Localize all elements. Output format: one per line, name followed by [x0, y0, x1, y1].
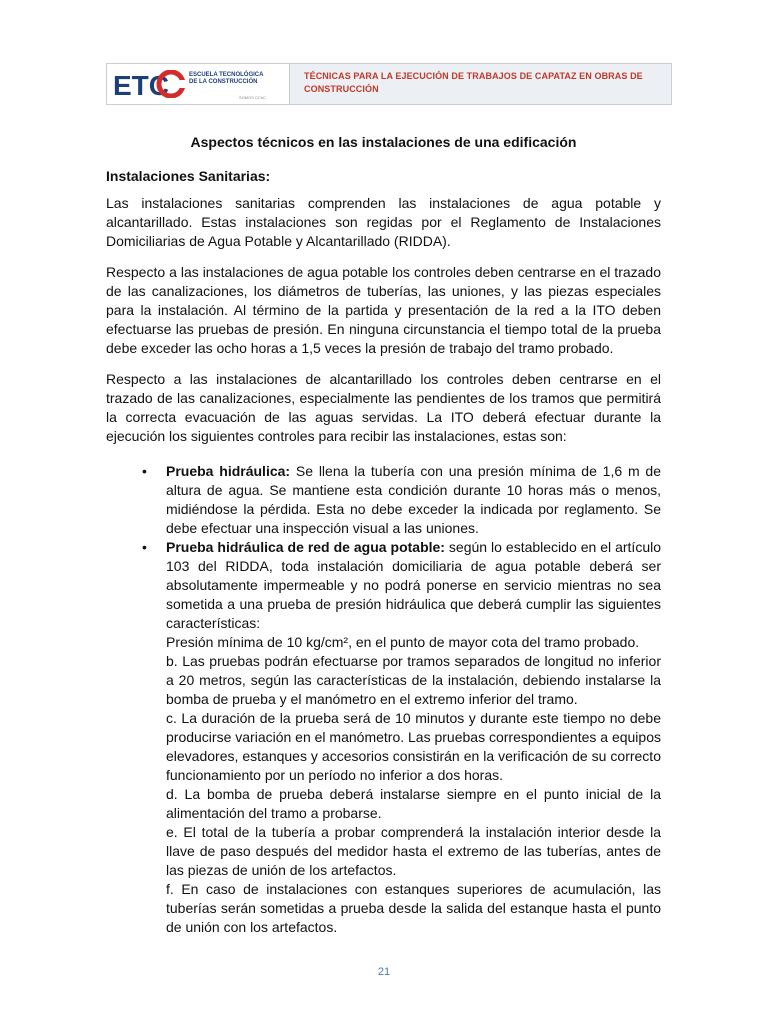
list-item-title: Prueba hidráulica: — [166, 463, 291, 479]
list-item-text: según lo establecido en el artículo 103 del RIDDA, toda instalación domiciliaria de agua potable deberá ser absolutamente impermeable y no podrá ponerse en servicio mientras no sea sometida a una prueba de presión hidráulica que deberá cumplir las siguientes características: — [166, 539, 661, 631]
logo-tagline: SOMOS CChC — [239, 95, 266, 100]
sub-item: e. El total de la tubería a probar comprenderá la instalación interior desde la llave de paso después del medidor hasta el extremo de las tuberías, antes de las piezas de unión de los artefactos. — [166, 824, 661, 878]
etc-logo — [107, 64, 290, 104]
controls-list — [106, 462, 661, 937]
bullet-icon: • — [142, 539, 147, 555]
page-header — [106, 63, 672, 105]
sub-item: Presión mínima de 10 kg/cm², en el punto de mayor cota del tramo probado. — [166, 634, 640, 650]
sub-item: f. En caso de instalaciones con estanques superiores de acumulación, las tuberías serán sometidas a prueba desde la salida del estanque hasta el punto de unión con los artefactos. — [166, 881, 661, 935]
logo-institution-name — [189, 72, 285, 86]
etc-logo-mark — [113, 70, 185, 98]
document-body — [106, 134, 661, 937]
paragraph: Respecto a las instalaciones de alcantarillado los controles deben centrarse en el trazado de las canalizaciones, especialmente las pendientes de los tramos que permitirá la correcta evacuación de las aguas servidas. La ITO deberá efectuar durante la ejecución los siguientes controles para recibir las instalaciones, estas son: — [106, 371, 661, 444]
header-course-title: TÉCNICAS PARA LA EJECUCIÓN DE TRABAJOS DE CAPATAZ EN OBRAS DE CONSTRUCCIÓN — [290, 64, 671, 104]
logo-letters: ETC — [113, 70, 169, 98]
list-item — [106, 538, 661, 937]
sub-item: b. Las pruebas podrán efectuarse por tramos separados de longitud no inferior a 20 metros, según las características de la instalación, debiendo instalarse la bomba de prueba y el manómetro en el extremo inferior del tramo. — [166, 653, 661, 707]
paragraph: Respecto a las instalaciones de agua potable los controles deben centrarse en el trazado de las canalizaciones, los diámetros de tuberías, las uniones, y las piezas especiales para la instalación. Al término de la partida y presentación de la red a la ITO deben efectuarse las pruebas de presión. En ninguna circunstancia el tiempo total de la prueba debe exceder las ocho horas a 1,5 veces la presión de trabajo del tramo probado. — [106, 264, 661, 356]
logo-text-line1: ESCUELA TECNOLÓGICA — [189, 72, 264, 78]
list-item-title: Prueba hidráulica de red de agua potable: — [166, 539, 445, 555]
page-title: Aspectos técnicos en las instalaciones de una edificación — [190, 134, 577, 150]
list-item-text: Se llena la tubería con una presión mínima de 1,6 m de altura de agua. Se mantiene esta condición durante 10 horas más o menos, midiéndose la pérdida. Esta no debe exceder la indicada por reglamento. Se debe efectuar una inspección visual a las uniones. — [166, 463, 662, 536]
sub-item: c. La duración de la prueba será de 10 minutos y durante este tiempo no debe producirse variación en el manómetro. Las pruebas correspondientes a equipos elevadores, estanques y accesorios consistirán en la verificación de su correcto funcionamiento por un período no inferior a dos horas. — [166, 710, 661, 783]
page-number: 21 — [377, 966, 391, 978]
list-item — [106, 462, 661, 538]
section-heading: Instalaciones Sanitarias: — [106, 168, 271, 184]
logo-text-line2: DE LA CONSTRUCCIÓN — [189, 79, 258, 85]
sub-item: d. La bomba de prueba deberá instalarse siempre en el punto inicial de la alimentación del tramo a probarse. — [166, 786, 661, 821]
paragraph: Las instalaciones sanitarias comprenden las instalaciones de agua potable y alcantarillado. Estas instalaciones son regidas por el Reglamento de Instalaciones Domiciliarias de Agua Potable y Alcantarillado (RIDDA). — [106, 195, 661, 249]
bullet-icon: • — [142, 463, 147, 479]
